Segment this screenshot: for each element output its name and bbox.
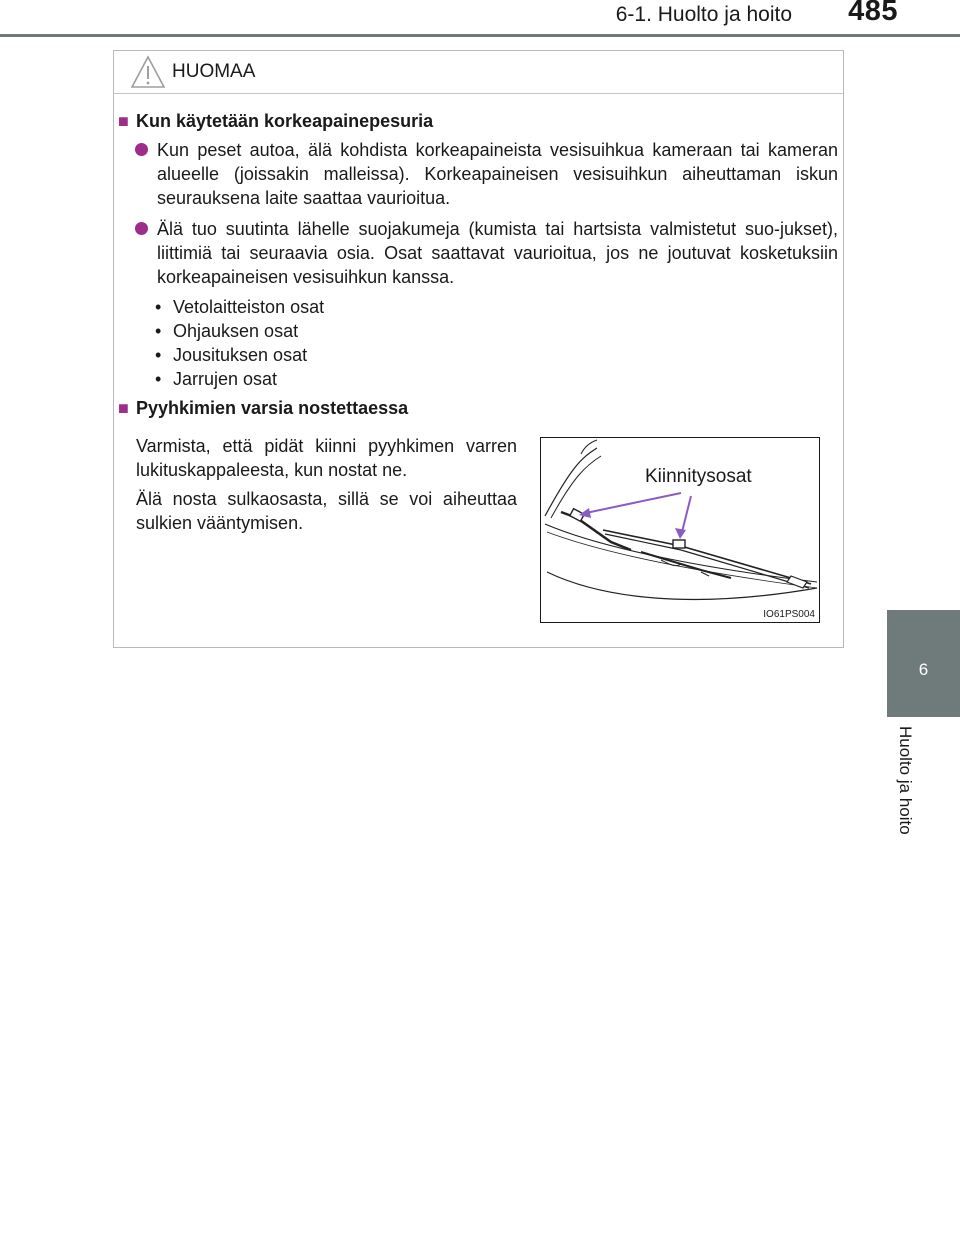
section-heading-text: Pyyhkimien varsia nostettaessa <box>136 398 409 418</box>
section-heading-text: Kun käytetään korkeapainepesuria <box>136 111 434 131</box>
square-bullet-icon: ■ <box>118 111 129 131</box>
running-header-section: 6-1. Huolto ja hoito <box>615 3 792 26</box>
wiper-illustration <box>540 437 820 623</box>
bullet-text: Kun peset autoa, älä kohdista korkeapaineista vesisuihkua kameraan tai kameran alueelle (joissakin malleissa). Korkeapaineisen vesisuihkun aiheuttaman iskun seurauksena laite saattaa vaurioitua. <box>157 140 838 208</box>
list-item: • Jousituksen osat <box>155 345 308 365</box>
round-bullet-icon <box>135 143 148 156</box>
list-item: • Jarrujen osat <box>155 369 278 389</box>
chapter-title: Huolto ja hoito <box>896 726 915 835</box>
list-item: • Vetolaitteiston osat <box>155 297 325 317</box>
page-number: 485 <box>848 0 898 27</box>
bullet-paragraph <box>135 138 838 210</box>
chapter-number: 6 <box>918 660 929 679</box>
list-item: • Ohjauksen osat <box>155 321 299 341</box>
notice-title: HUOMAA <box>172 61 256 82</box>
paragraph: Älä nosta sulkaosasta, sillä se voi aiheuttaa sulkien vääntymisen. <box>136 489 517 533</box>
paragraph: Varmista, että pidät kiinni pyyhkimen varren lukituskappaleesta, kun nostat ne. <box>136 436 517 480</box>
header-rule <box>0 34 960 37</box>
parts-list <box>155 295 324 391</box>
bullet-paragraph <box>135 217 838 289</box>
figure-code: IO61PS004 <box>763 609 815 620</box>
notice-header <box>114 51 843 94</box>
figure-callout-label: Kiinnitysosat <box>645 466 752 487</box>
round-bullet-icon <box>135 222 148 235</box>
warning-triangle-icon <box>130 55 166 89</box>
chapter-tab <box>887 610 960 717</box>
bullet-text: Älä tuo suutinta lähelle suojakumeja (kumista tai hartsista valmistetut suo-jukset), liittimiä tai seuraavia osia. Osat saattavat vaurioitua, jos ne joutuvat kosketuksiin korkeapaineisen vesisuihkun kanssa. <box>157 219 838 287</box>
square-bullet-icon: ■ <box>118 398 129 418</box>
